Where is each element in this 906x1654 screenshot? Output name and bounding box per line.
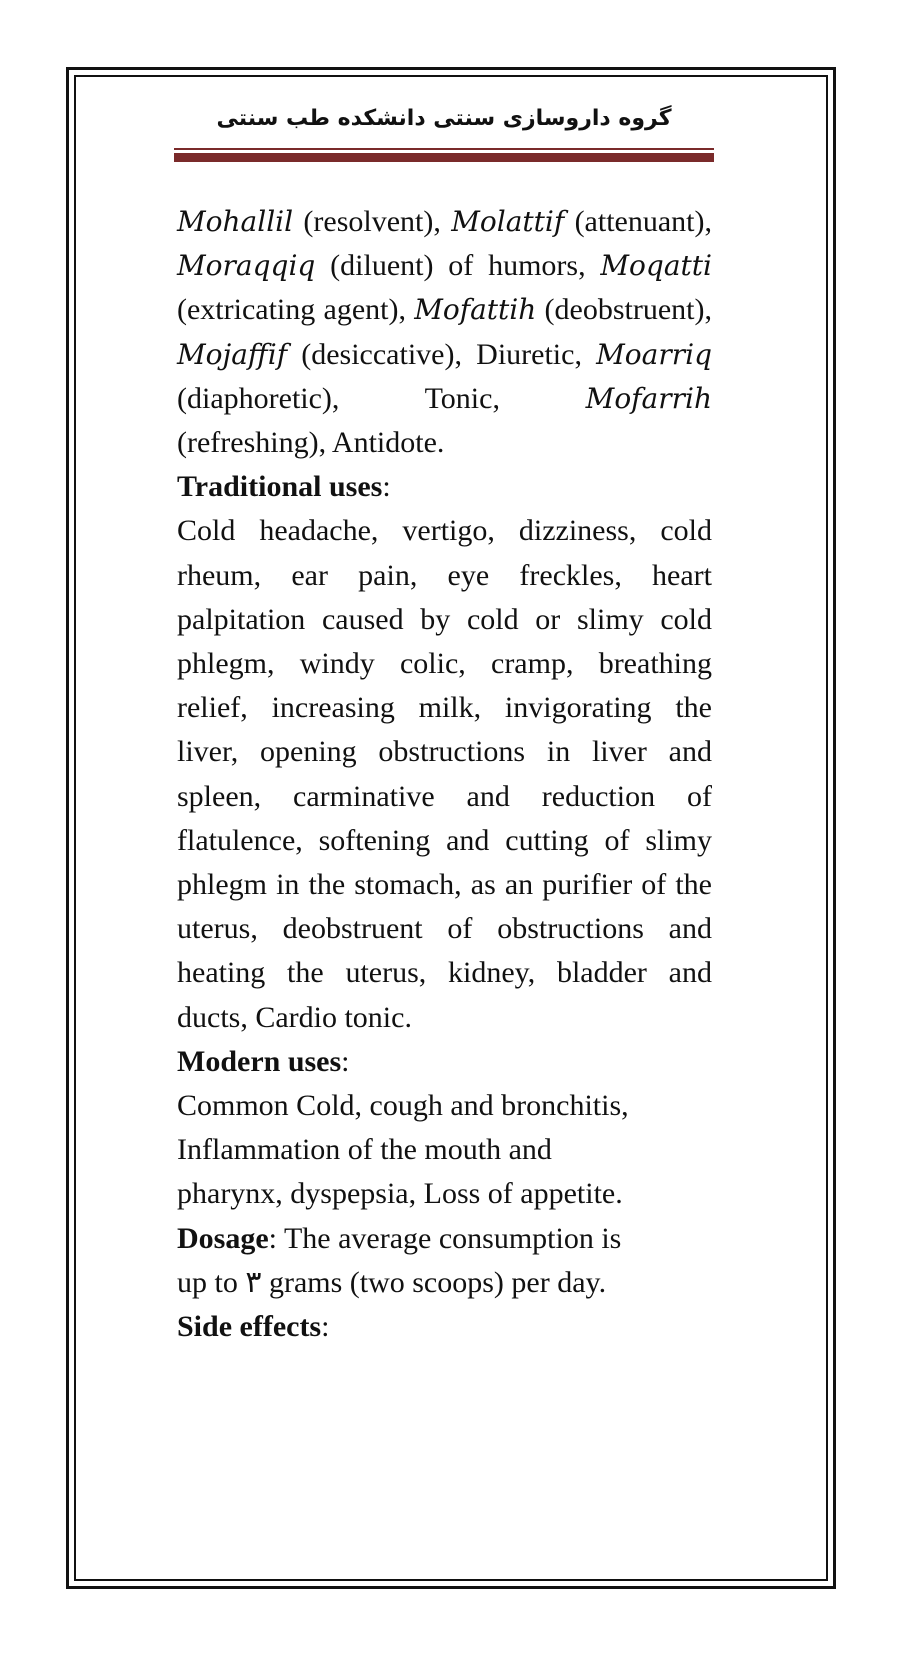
properties-text: (diaphoretic), Tonic, xyxy=(177,381,586,415)
properties-text: (resolvent), xyxy=(293,205,452,238)
header-rule-thick xyxy=(174,153,714,162)
document-body xyxy=(177,200,712,1349)
header-title: گروه داروسازی سنتی دانشکده طب سنتی xyxy=(216,106,672,131)
term-mojaffif: Mojaffif xyxy=(177,337,288,371)
modern-uses-line: Common Cold, cough and bronchitis, xyxy=(177,1089,629,1123)
properties-text: (attenuant), xyxy=(564,205,712,238)
term-mofattih: Mofattih xyxy=(414,293,537,327)
term-molattif: Molattif xyxy=(451,205,565,238)
heading-colon: : xyxy=(341,1044,350,1078)
side-effects-heading-line xyxy=(177,1305,712,1349)
traditional-uses-heading: Traditional uses xyxy=(177,470,383,504)
header-rule-thin xyxy=(174,148,714,150)
term-moqatti: Moqatti xyxy=(600,249,712,283)
heading-colon: : xyxy=(382,470,391,504)
dosage-line xyxy=(177,1217,712,1261)
term-moraqqiq: Moraqqiq xyxy=(177,249,316,283)
properties-text: (extricating agent), xyxy=(177,293,415,327)
properties-text: (diluent) of humors, xyxy=(315,249,601,283)
traditional-uses-text: Cold headache, vertigo, dizziness, cold rheum, ear pain, eye freckles, heart palpitation caused by cold or slimy cold phlegm, windy colic, cramp, breathing relief, increasing milk, invigorating the liver, opening obstructions in liver and spleen, carminative and reduction of flatulence, softening and cutting of slimy phlegm in the stomach, as an purifier of the uterus, deobstruent of obstructions and heating the uterus, kidney, bladder and ducts, Cardio tonic. xyxy=(177,514,712,1034)
heading-colon: : xyxy=(321,1310,330,1344)
properties-paragraph xyxy=(177,200,712,465)
dosage-text: : The average consumption is xyxy=(268,1221,622,1255)
properties-text: (deobstruent), xyxy=(536,293,712,327)
dosage-heading: Dosage xyxy=(177,1221,269,1255)
modern-uses-line: Inflammation of the mouth and xyxy=(177,1133,552,1167)
properties-text: (refreshing), Antidote. xyxy=(177,426,445,460)
traditional-uses-heading-line xyxy=(177,465,712,509)
side-effects-heading: Side effects xyxy=(177,1310,322,1344)
dosage-line-2: up to ۳ grams (two scoops) per day. xyxy=(177,1265,607,1299)
term-mofarrih: Mofarrih xyxy=(585,381,712,415)
modern-uses-line: pharynx, dyspepsia, Loss of appetite. xyxy=(177,1177,623,1211)
term-mohallil: Mohallil xyxy=(177,205,294,238)
modern-uses-heading-line xyxy=(177,1040,712,1084)
modern-uses-heading: Modern uses xyxy=(177,1044,342,1078)
properties-text: (desiccative), Diuretic, xyxy=(287,337,597,371)
term-moarriq: Moarriq xyxy=(596,337,712,371)
